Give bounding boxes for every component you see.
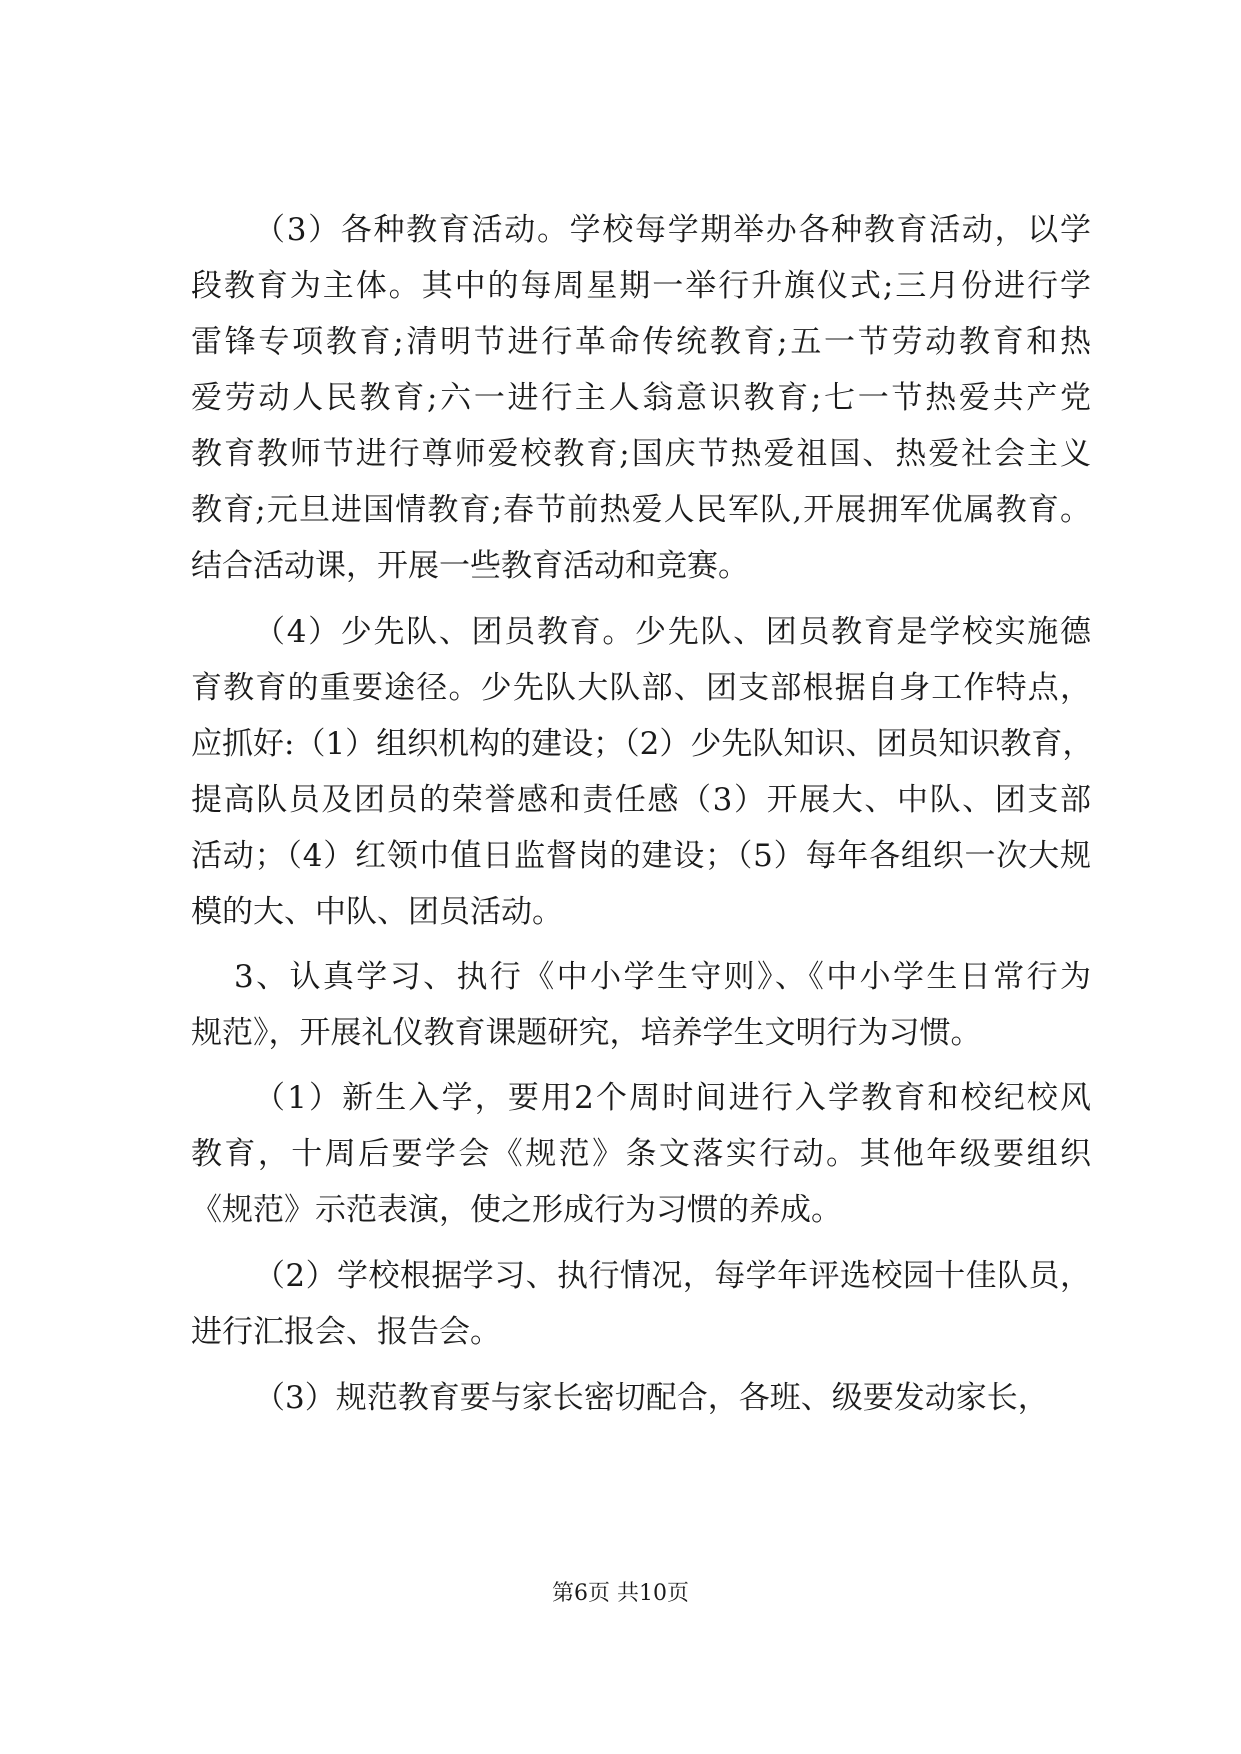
text-line: 规范》，开展礼仪教育课题研究，培养学生文明行为习惯。 [191, 1015, 982, 1051]
text-line: 育教育的重要途径。少先队大队部、团支部根据自身工作特点， [191, 670, 1091, 706]
text-line: （3）各种教育活动。学校每学期举办各种教育活动，以学 [254, 212, 1091, 248]
text-line: 提高队员及团员的荣誉感和责任感（3）开展大、中队、团支部 [191, 782, 1091, 818]
text-line: （4）少先队、团员教育。少先队、团员教育是学校实施德 [254, 614, 1091, 650]
text-line: 教育教师节进行尊师爱校教育;国庆节热爱祖国、热爱社会主义 [191, 436, 1091, 472]
text-line: 爱劳动人民教育;六一进行主人翁意识教育;七一节热爱共产党 [191, 380, 1091, 416]
text-line: 结合活动课，开展一些教育活动和竞赛。 [191, 548, 749, 584]
text-line: 教育，十周后要学会《规范》条文落实行动。其他年级要组织 [191, 1136, 1091, 1172]
text-line: 段教育为主体。其中的每周星期一举行升旗仪式;三月份进行学 [191, 268, 1091, 304]
page-number-footer: 第6页 共10页 [552, 1581, 689, 1606]
text-line: 应抓好:（1）组织机构的建设；（2）少先队知识、团员知识教育， [191, 726, 1094, 762]
text-line: （2）学校根据学习、执行情况，每学年评选校园十佳队员， [254, 1258, 1091, 1294]
text-line: 教育;元旦进国情教育;春节前热爱人民军队,开展拥军优属教育。 [191, 492, 1091, 528]
text-line: （3）规范教育要与家长密切配合，各班、级要发动家长， [254, 1380, 1049, 1416]
text-line: 雷锋专项教育;清明节进行革命传统教育;五一节劳动教育和热 [191, 324, 1091, 360]
text-line: 模的大、中队、团员活动。 [191, 894, 563, 930]
text-line: （1）新生入学，要用2个周时间进行入学教育和校纪校风 [254, 1080, 1091, 1116]
text-line: 3、认真学习、执行《中小学生守则》、《中小学生日常行为 [234, 959, 1091, 995]
text-line: 活动；（4）红领巾值日监督岗的建设；（5）每年各组织一次大规 [191, 838, 1091, 874]
text-line: 《规范》示范表演，使之形成行为习惯的养成。 [191, 1192, 842, 1228]
text-line: 进行汇报会、报告会。 [191, 1314, 501, 1350]
